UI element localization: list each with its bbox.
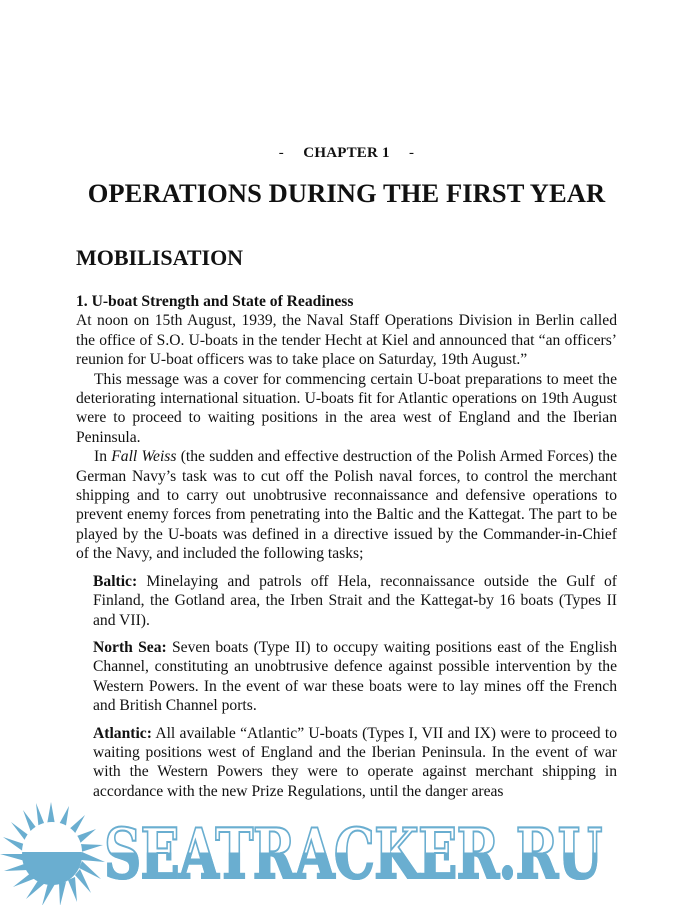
chapter-number: CHAPTER 1 (303, 145, 390, 161)
fall-weiss-rest: (the sudden and effective destruction of the Polish Armed Forces) the German Navy’s task was to cut off the Polish naval forces, to control the merchant shipping and to carry out unobtrusive reconnaissance and defensive operations to prevent enemy forces from penetrating into the Baltic and the Kattegat. The part to be played by the U-boats was defined in a directive issued by the Commander-in-Chief of the Navy, and included the following tasks; (76, 448, 618, 563)
subsection-heading: 1. U-boat Strength and State of Readiness (76, 293, 354, 310)
chapter-title: OPERATIONS DURING THE FIRST YEAR (87, 178, 606, 208)
dash-right: - (409, 145, 415, 161)
sun-icon (0, 800, 110, 905)
dash-left: - (278, 145, 284, 161)
task-lead: Baltic: (93, 572, 138, 590)
paragraph-1: At noon on 15th August, 1939, the Naval Staff Operations Division in Berlin called the office of S.O. U-boats in the tender Hecht at Kiel and announced that “an officers’ reunion for U-boat officers was to take place on Saturday, 19th August.” (76, 312, 617, 369)
task-text: Minelaying and patrols off Hela, reconnaissance outside the Gulf of Finland, the Gotland area, the Irben Strait and the Kattegat-by 16 boats (Types II and VII). (93, 572, 617, 629)
task-north-sea (93, 638, 617, 716)
fall-weiss-prefix: In (94, 448, 112, 466)
task-lead: Atlantic: (93, 724, 152, 742)
task-text: Seven boats (Type II) to occupy waiting positions east of the English Channel, constituting an unobtrusive defence against possible intervention by the Western Powers. In the event of war these boats were to lay mines off the French and British Channel ports. (93, 638, 618, 715)
paragraph-3 (76, 447, 617, 563)
task-text: All available “Atlantic” U-boats (Types I, VII and IX) were to proceed to waiting positions west of England and the Iberian Peninsula. In the event of war with the Western Powers they were to operate against merchant shipping in accordance with the new Prize Regulations, until the danger areas (93, 724, 617, 800)
task-baltic (93, 572, 617, 630)
fall-weiss-italic: Fall Weiss (111, 448, 177, 466)
chapter-label (0, 145, 693, 162)
body-text (76, 292, 617, 801)
paragraph-2: This message was a cover for commencing certain U-boat preparations to meet the deteriorating international situation. U-boats fit for Atlantic operations on 19th August were to proceed to waiting positions in the area west of England and the Iberian Peninsula. (76, 370, 617, 446)
watermark-text: SEATRACKER.RU (104, 813, 602, 895)
task-atlantic (93, 724, 617, 802)
task-lead: North Sea: (93, 638, 167, 656)
section-title: MOBILISATION (76, 245, 244, 270)
